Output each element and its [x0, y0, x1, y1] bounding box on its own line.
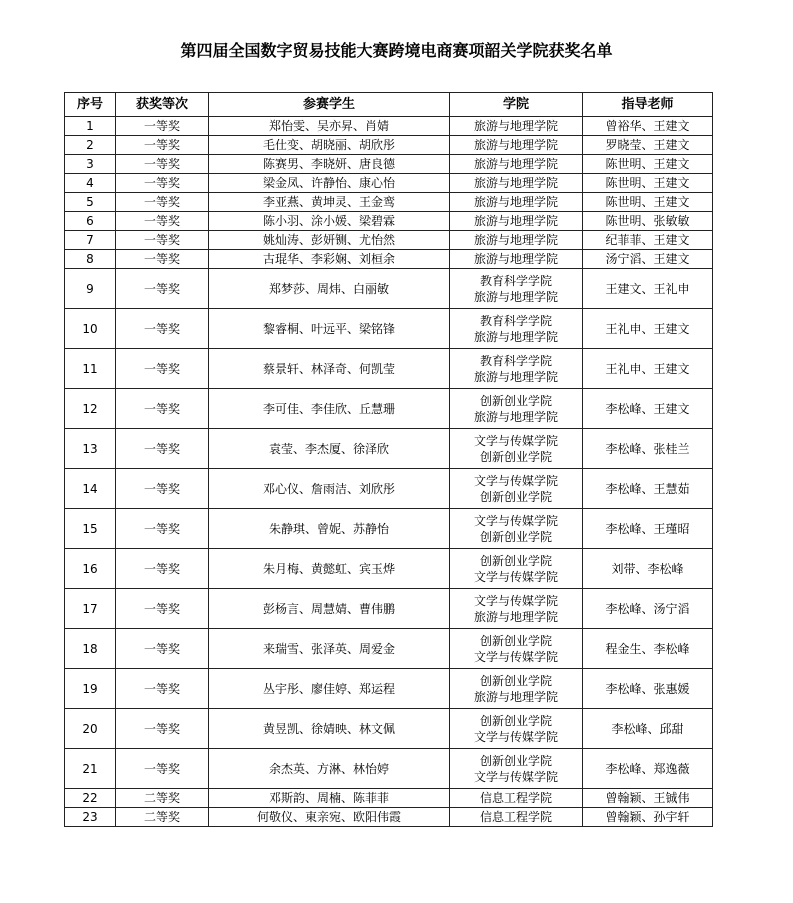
cell-advisors: 曾裕华、王建文: [583, 117, 713, 136]
school-line: 旅游与地理学院: [473, 329, 558, 344]
table-row: [65, 193, 713, 212]
cell-school: [450, 549, 583, 589]
cell-students: 陈赛男、李晓妍、唐良德: [209, 155, 450, 174]
cell-students: 黎睿桐、叶远平、梁铭锋: [209, 309, 450, 349]
cell-award: 一等奖: [116, 749, 209, 789]
cell-school: [450, 509, 583, 549]
cell-award: 一等奖: [116, 136, 209, 155]
header-award: 获奖等次: [116, 93, 209, 117]
cell-award: 一等奖: [116, 269, 209, 309]
cell-advisors: 王建文、王礼申: [583, 269, 713, 309]
cell-school: [450, 117, 583, 136]
cell-advisors: 陈世明、王建文: [583, 193, 713, 212]
school-line: 旅游与地理学院: [473, 252, 558, 266]
cell-students: 黄昱凯、徐婧映、林文佩: [209, 709, 450, 749]
cell-no: 16: [65, 549, 116, 589]
cell-students: 李可佳、李佳欣、丘慧珊: [209, 389, 450, 429]
cell-advisors: 李松峰、邱甜: [583, 709, 713, 749]
cell-school: [450, 429, 583, 469]
cell-students: 来瑞雪、张泽英、周爱金: [209, 629, 450, 669]
cell-no: 6: [65, 212, 116, 231]
cell-students: 蔡景轩、林泽奇、何凯莹: [209, 349, 450, 389]
cell-students: 朱静琪、曾妮、苏静怡: [209, 509, 450, 549]
table-row: [65, 269, 713, 309]
cell-advisors: 李松峰、王瑾昭: [583, 509, 713, 549]
cell-school: [450, 212, 583, 231]
cell-students: 朱月梅、黄懿虹、宾玉烨: [209, 549, 450, 589]
cell-school: [450, 669, 583, 709]
cell-school: [450, 309, 583, 349]
cell-students: 李亚燕、黄坤灵、王金鸾: [209, 193, 450, 212]
cell-award: 二等奖: [116, 789, 209, 808]
school-line: 创新创业学院: [479, 673, 552, 688]
table-row: [65, 212, 713, 231]
cell-advisors: 王礼申、王建文: [583, 309, 713, 349]
cell-award: 一等奖: [116, 231, 209, 250]
cell-no: 11: [65, 349, 116, 389]
cell-school: [450, 349, 583, 389]
cell-no: 4: [65, 174, 116, 193]
cell-advisors: 曾翰颖、王铖伟: [583, 789, 713, 808]
school-line: 文学与传媒学院: [473, 649, 558, 664]
school-line: 文学与传媒学院: [473, 473, 558, 488]
table-row: [65, 469, 713, 509]
school-line: 信息工程学院: [479, 791, 552, 805]
school-line: 旅游与地理学院: [473, 689, 558, 704]
cell-students: 彭杨言、周慧婧、曹伟鹏: [209, 589, 450, 629]
school-line: 教育科学学院: [479, 313, 552, 328]
cell-school: [450, 389, 583, 429]
cell-no: 5: [65, 193, 116, 212]
cell-award: 一等奖: [116, 549, 209, 589]
cell-no: 15: [65, 509, 116, 549]
cell-no: 21: [65, 749, 116, 789]
header-advisors: 指导老师: [583, 93, 713, 117]
cell-no: 19: [65, 669, 116, 709]
cell-school: [450, 808, 583, 827]
school-line: 旅游与地理学院: [473, 157, 558, 171]
cell-students: 丛宇彤、廖佳婷、郑运程: [209, 669, 450, 709]
school-line: 信息工程学院: [479, 810, 552, 824]
award-table: [64, 92, 713, 827]
cell-no: 8: [65, 250, 116, 269]
header-school: 学院: [450, 93, 583, 117]
cell-students: 姚灿涛、彭妍铡、尤怡然: [209, 231, 450, 250]
school-line: 旅游与地理学院: [473, 289, 558, 304]
cell-award: 一等奖: [116, 669, 209, 709]
cell-school: [450, 193, 583, 212]
cell-award: 一等奖: [116, 250, 209, 269]
cell-award: 一等奖: [116, 509, 209, 549]
cell-advisors: 李松峰、王建文: [583, 389, 713, 429]
table-row: [65, 155, 713, 174]
school-line: 文学与传媒学院: [473, 729, 558, 744]
cell-no: 17: [65, 589, 116, 629]
table-row: [65, 309, 713, 349]
school-line: 旅游与地理学院: [473, 176, 558, 190]
cell-no: 3: [65, 155, 116, 174]
cell-award: 一等奖: [116, 469, 209, 509]
cell-no: 7: [65, 231, 116, 250]
school-line: 旅游与地理学院: [473, 609, 558, 624]
cell-school: [450, 250, 583, 269]
cell-school: [450, 589, 583, 629]
table-row: [65, 174, 713, 193]
cell-no: 22: [65, 789, 116, 808]
cell-award: 一等奖: [116, 429, 209, 469]
table-row: [65, 669, 713, 709]
table-row: [65, 250, 713, 269]
cell-advisors: 陈世明、王建文: [583, 174, 713, 193]
school-line: 创新创业学院: [479, 633, 552, 648]
table-row: [65, 709, 713, 749]
cell-school: [450, 469, 583, 509]
cell-students: 何敬仪、東亲宛、欧阳伟霞: [209, 808, 450, 827]
table-row: [65, 509, 713, 549]
cell-advisors: 陈世明、张敏敏: [583, 212, 713, 231]
table-row: [65, 389, 713, 429]
cell-school: [450, 174, 583, 193]
school-line: 旅游与地理学院: [473, 119, 558, 133]
table-row: [65, 789, 713, 808]
cell-award: 一等奖: [116, 349, 209, 389]
cell-students: 余杰英、方淋、林怡婷: [209, 749, 450, 789]
school-line: 文学与传媒学院: [473, 769, 558, 784]
cell-no: 13: [65, 429, 116, 469]
table-row: [65, 629, 713, 669]
school-line: 文学与传媒学院: [473, 433, 558, 448]
cell-school: [450, 136, 583, 155]
header-students: 参赛学生: [209, 93, 450, 117]
cell-students: 邓心仪、詹雨洁、刘欣彤: [209, 469, 450, 509]
cell-advisors: 曾翰颖、孙宇轩: [583, 808, 713, 827]
cell-award: 一等奖: [116, 117, 209, 136]
table-row: [65, 117, 713, 136]
school-line: 文学与传媒学院: [473, 569, 558, 584]
document-title: 第四届全国数字贸易技能大赛跨境电商赛项韶关学院获奖名单: [180, 41, 613, 60]
table-row: [65, 549, 713, 589]
cell-no: 12: [65, 389, 116, 429]
cell-students: 郑梦莎、周炜、白丽敏: [209, 269, 450, 309]
school-line: 旅游与地理学院: [473, 369, 558, 384]
cell-school: [450, 749, 583, 789]
cell-students: 郑怡雯、吴亦昇、肖婧: [209, 117, 450, 136]
cell-award: 一等奖: [116, 174, 209, 193]
cell-students: 邓斯韵、周楠、陈菲菲: [209, 789, 450, 808]
cell-school: [450, 709, 583, 749]
school-line: 创新创业学院: [479, 529, 552, 544]
table-row: [65, 349, 713, 389]
school-line: 文学与传媒学院: [473, 513, 558, 528]
cell-no: 1: [65, 117, 116, 136]
table-row: [65, 749, 713, 789]
school-line: 创新创业学院: [479, 489, 552, 504]
cell-advisors: 陈世明、王建文: [583, 155, 713, 174]
school-line: 旅游与地理学院: [473, 214, 558, 228]
cell-students: 古琨华、李彩娴、刘桓余: [209, 250, 450, 269]
school-line: 旅游与地理学院: [473, 409, 558, 424]
school-line: 创新创业学院: [479, 753, 552, 768]
cell-advisors: 李松峰、汤宁滔: [583, 589, 713, 629]
cell-no: 10: [65, 309, 116, 349]
school-line: 创新创业学院: [479, 449, 552, 464]
cell-advisors: 罗晓莹、王建文: [583, 136, 713, 155]
table-row: [65, 429, 713, 469]
cell-advisors: 李松峰、王慧茹: [583, 469, 713, 509]
cell-advisors: 王礼申、王建文: [583, 349, 713, 389]
cell-school: [450, 269, 583, 309]
cell-no: 18: [65, 629, 116, 669]
cell-award: 一等奖: [116, 193, 209, 212]
cell-award: 一等奖: [116, 709, 209, 749]
school-line: 文学与传媒学院: [473, 593, 558, 608]
cell-students: 袁莹、李杰厦、徐泽欣: [209, 429, 450, 469]
table-body: [65, 117, 713, 827]
school-line: 教育科学学院: [479, 273, 552, 288]
cell-award: 一等奖: [116, 309, 209, 349]
cell-students: 梁金凤、许静怡、康心怡: [209, 174, 450, 193]
table-row: [65, 589, 713, 629]
cell-advisors: 李松峰、张桂兰: [583, 429, 713, 469]
cell-advisors: 李松峰、张惠媛: [583, 669, 713, 709]
cell-advisors: 汤宁滔、王建文: [583, 250, 713, 269]
cell-no: 23: [65, 808, 116, 827]
cell-no: 2: [65, 136, 116, 155]
cell-award: 一等奖: [116, 589, 209, 629]
school-line: 旅游与地理学院: [473, 195, 558, 209]
cell-advisors: 李松峰、郑逸薇: [583, 749, 713, 789]
cell-award: 一等奖: [116, 389, 209, 429]
cell-advisors: 程金生、李松峰: [583, 629, 713, 669]
school-line: 旅游与地理学院: [473, 233, 558, 247]
cell-school: [450, 629, 583, 669]
cell-award: 一等奖: [116, 155, 209, 174]
header-no: 序号: [65, 93, 116, 117]
cell-school: [450, 231, 583, 250]
cell-students: 毛仕变、胡晓丽、胡欣彤: [209, 136, 450, 155]
table-row: [65, 231, 713, 250]
table-row: [65, 136, 713, 155]
cell-advisors: 纪菲菲、王建文: [583, 231, 713, 250]
cell-advisors: 刘带、李松峰: [583, 549, 713, 589]
school-line: 创新创业学院: [479, 553, 552, 568]
school-line: 教育科学学院: [479, 353, 552, 368]
table-header-row: [65, 93, 713, 117]
cell-students: 陈小羽、涂小媛、梁碧霖: [209, 212, 450, 231]
table-row: [65, 808, 713, 827]
school-line: 创新创业学院: [479, 713, 552, 728]
cell-award: 一等奖: [116, 212, 209, 231]
cell-no: 20: [65, 709, 116, 749]
school-line: 创新创业学院: [479, 393, 552, 408]
cell-award: 一等奖: [116, 629, 209, 669]
cell-no: 9: [65, 269, 116, 309]
cell-school: [450, 789, 583, 808]
school-line: 旅游与地理学院: [473, 138, 558, 152]
cell-school: [450, 155, 583, 174]
cell-award: 二等奖: [116, 808, 209, 827]
cell-no: 14: [65, 469, 116, 509]
